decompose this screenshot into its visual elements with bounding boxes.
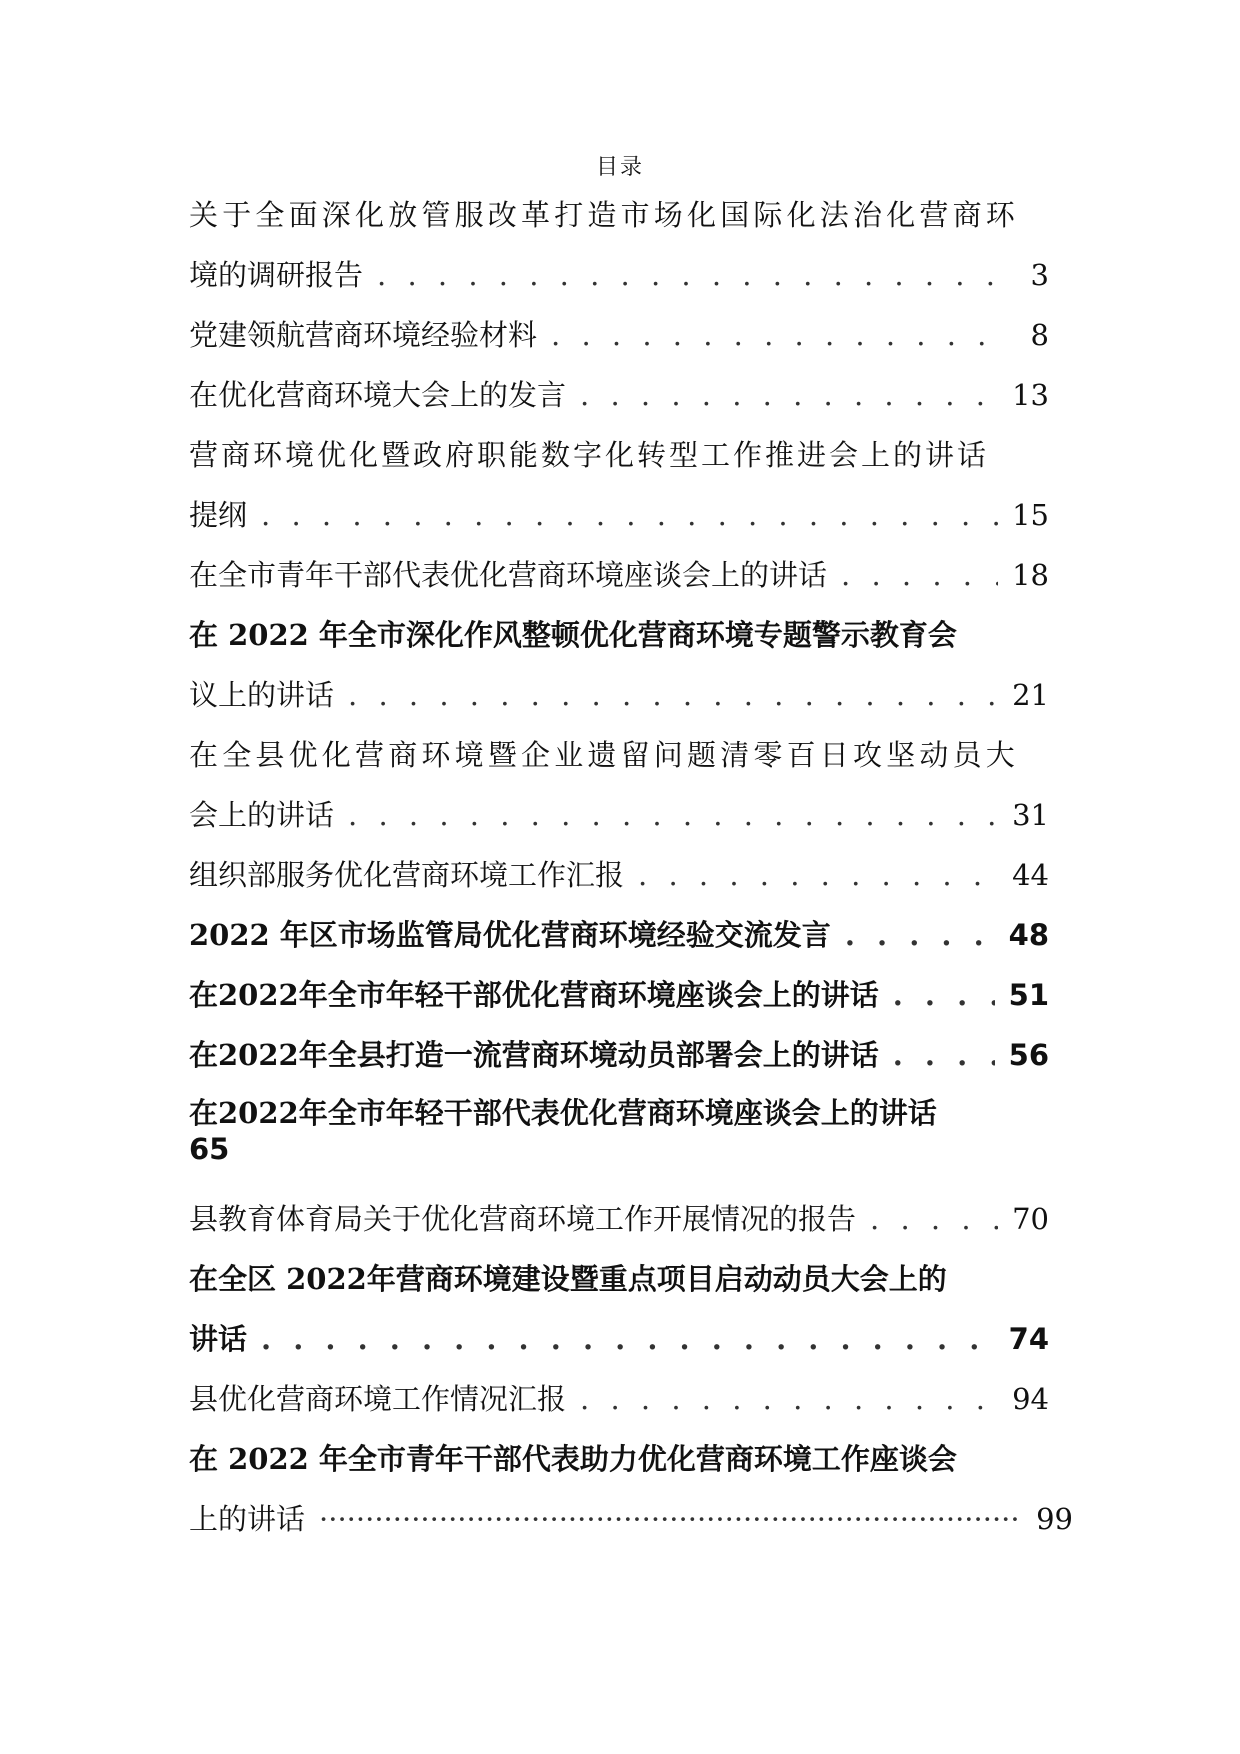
toc-entry[interactable] — [189, 605, 1049, 725]
toc-page-number: 18 — [1012, 558, 1049, 592]
toc-entry-text: 上的讲话 — [189, 1502, 306, 1536]
toc-entry[interactable] — [189, 545, 1049, 605]
dot-leader — [348, 665, 998, 725]
toc-page-number: 99 — [1036, 1502, 1073, 1536]
toc-entry-text: 在全市青年干部代表优化营商环境座谈会上的讲话 — [189, 558, 828, 592]
dot-leader — [377, 245, 1007, 305]
toc-entry-text: 在优化营商环境大会上的发言 — [189, 378, 567, 412]
toc-entry-text: 议上的讲话 — [189, 678, 335, 712]
toc-entry-text: 在2022年全县打造一流营商环境动员部署会上的讲话 — [189, 1038, 879, 1072]
toc-entry-text: 境的调研报告 — [189, 258, 364, 292]
toc-entry[interactable] — [189, 725, 1049, 845]
toc-page-number: 74 — [1008, 1322, 1049, 1356]
toc-entry[interactable] — [189, 965, 1049, 1025]
toc-entry[interactable] — [189, 1369, 1049, 1429]
dot-leader — [845, 905, 995, 965]
toc-entry-text: 县教育体育局关于优化营商环境工作开展情况的报告 — [189, 1202, 857, 1236]
toc-entry-text: 在全区 2022年营商环境建设暨重点项目启动动员大会上的 — [189, 1262, 947, 1296]
toc-entry-text: 组织部服务优化营商环境工作汇报 — [189, 858, 625, 892]
dot-leader — [319, 1489, 1022, 1549]
toc-entry[interactable] — [189, 365, 1049, 425]
dot-leader — [348, 785, 998, 845]
dot-leader — [870, 1189, 998, 1249]
toc-page-number: 13 — [1012, 378, 1049, 412]
toc-entry[interactable] — [189, 845, 1049, 905]
dot-leader — [551, 305, 1007, 365]
dot-leader — [893, 1025, 995, 1085]
toc-entry-text: 在全县优化营商环境暨企业遗留问题清零百日攻坚动员大 — [189, 738, 1020, 772]
toc-entry[interactable] — [189, 425, 1049, 545]
toc-entry[interactable] — [189, 1189, 1049, 1249]
toc-page-number: 70 — [1012, 1202, 1049, 1236]
dot-leader — [638, 845, 998, 905]
toc-page-number: 48 — [1008, 918, 1049, 952]
toc-entry-text: 在 2022 年全市青年干部代表助力优化营商环境工作座谈会 — [189, 1442, 957, 1476]
toc-entry-text: 提纲 — [189, 498, 248, 532]
toc-entry-text: 县优化营商环境工作情况汇报 — [189, 1382, 567, 1416]
toc-page-number: 51 — [1008, 978, 1049, 1012]
toc-title: 目录 — [595, 155, 644, 180]
toc-entry-text: 2022 年区市场监管局优化营商环境经验交流发言 — [189, 918, 831, 952]
toc-entry-text: 营商环境优化暨政府职能数字化转型工作推进会上的讲话 — [189, 438, 990, 472]
toc-page-number: 56 — [1008, 1038, 1049, 1072]
table-of-contents — [189, 185, 1073, 1549]
toc-entry[interactable] — [189, 905, 1049, 965]
toc-page-number: 94 — [1012, 1382, 1049, 1416]
toc-entry-text: 党建领航营商环境经验材料 — [189, 318, 538, 352]
dot-leader — [261, 485, 998, 545]
toc-entry[interactable] — [189, 1249, 1049, 1369]
toc-page-number: 65 — [189, 1132, 230, 1166]
toc-page-number: 3 — [1030, 258, 1049, 292]
toc-entry[interactable] — [189, 1025, 1049, 1085]
toc-entry-text: 会上的讲话 — [189, 798, 335, 832]
toc-entry-text: 在2022年全市年轻干部优化营商环境座谈会上的讲话 — [189, 978, 879, 1012]
toc-entry-text: 讲话 — [189, 1322, 248, 1356]
toc-page-number: 15 — [1012, 498, 1049, 532]
toc-entry[interactable] — [189, 1429, 1073, 1549]
toc-page-number: 44 — [1012, 858, 1049, 892]
dot-leader — [841, 545, 998, 605]
dot-leader — [893, 965, 995, 1025]
toc-page-number: 31 — [1012, 798, 1049, 832]
toc-entry-text: 关于全面深化放管服改革打造市场化国际化法治化营商环 — [189, 198, 1020, 232]
toc-page-number: 21 — [1012, 678, 1049, 712]
toc-entry-text: 在 2022 年全市深化作风整顿优化营商环境专题警示教育会 — [189, 618, 957, 652]
toc-entry[interactable] — [189, 185, 1049, 305]
dot-leader — [580, 1369, 998, 1429]
dot-leader — [580, 365, 998, 425]
toc-entry[interactable] — [189, 1093, 1049, 1165]
toc-entry[interactable] — [189, 305, 1049, 365]
toc-page-number: 8 — [1030, 318, 1049, 352]
toc-entry-text: 在2022年全市年轻干部代表优化营商环境座谈会上的讲话 — [189, 1096, 937, 1130]
dot-leader — [261, 1309, 995, 1369]
